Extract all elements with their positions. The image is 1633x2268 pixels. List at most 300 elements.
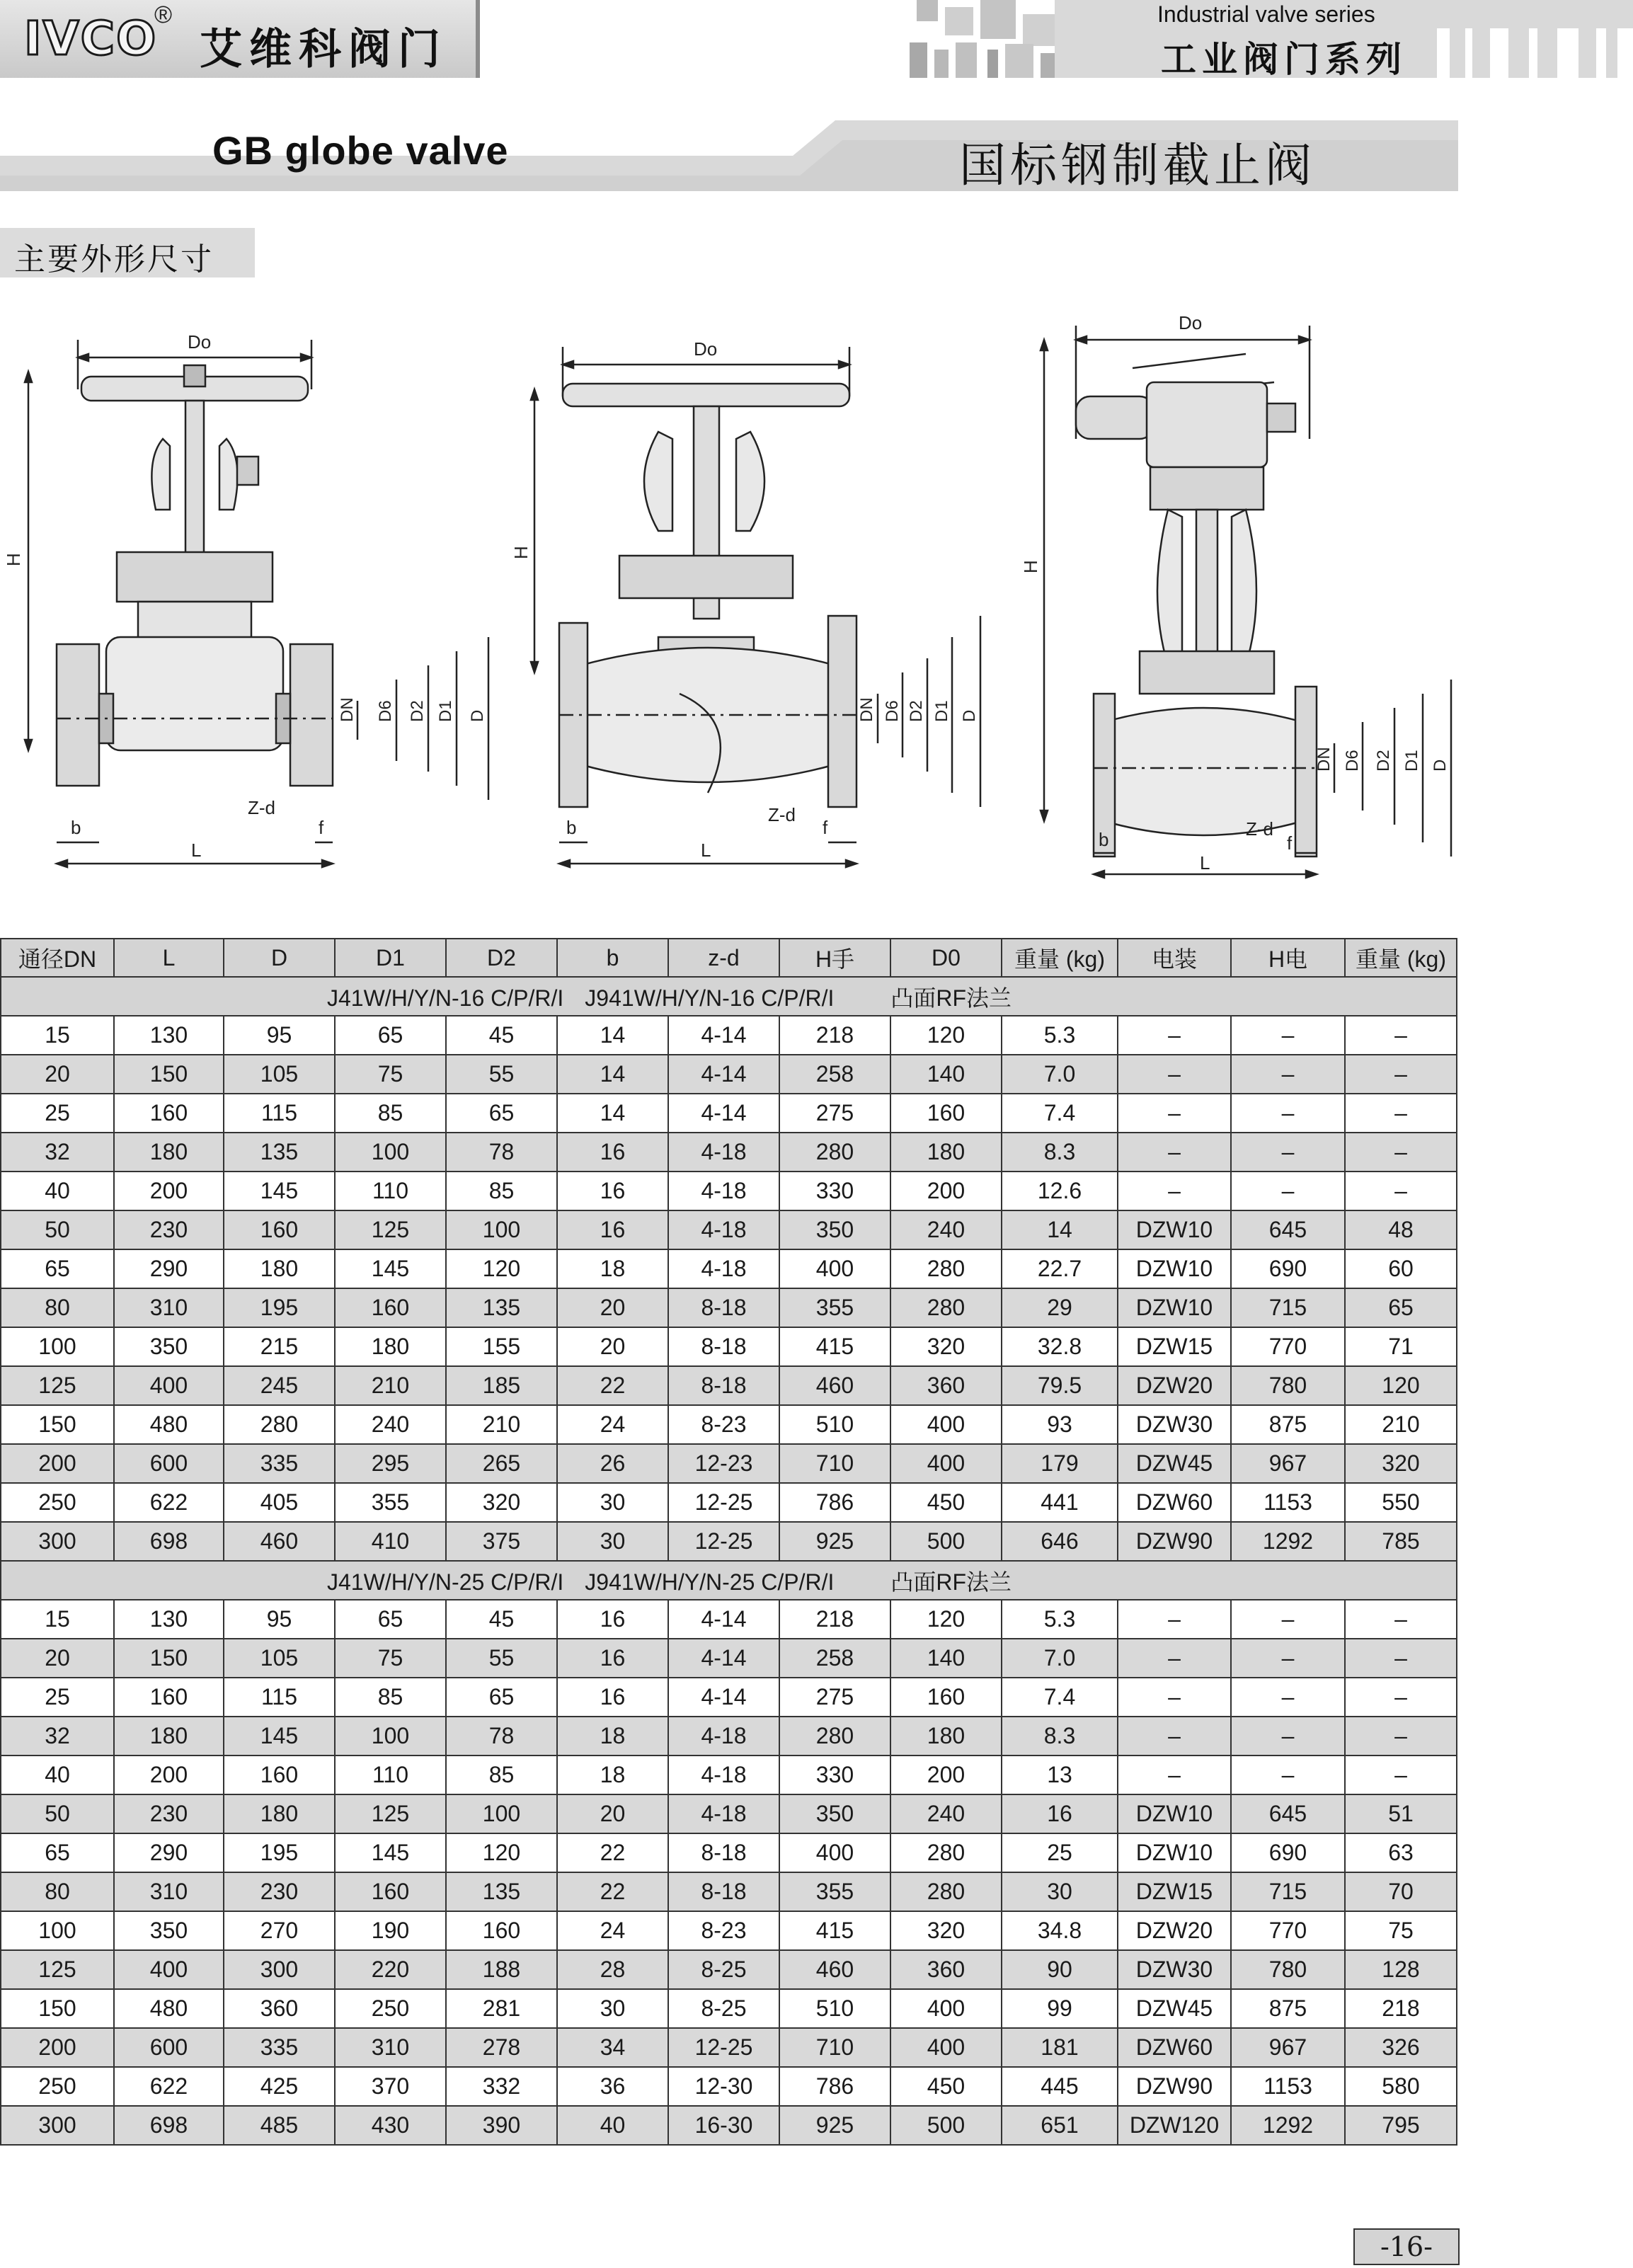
table-cell: 100: [335, 1717, 446, 1756]
table-cell: 7.4: [1002, 1678, 1118, 1717]
table-cell: 300: [1, 1522, 114, 1561]
table-cell: 32: [1, 1133, 114, 1172]
table-cell: 20: [1, 1639, 114, 1678]
table-cell: DZW10: [1118, 1210, 1231, 1249]
table-group-row: [1, 1561, 1457, 1600]
table-group-row: [1, 977, 1457, 1016]
table-cell: 160: [446, 1911, 557, 1950]
table-cell: 310: [114, 1872, 224, 1911]
table-cell: 8-23: [668, 1911, 779, 1950]
table-cell: 12.6: [1002, 1172, 1118, 1210]
d2-label-f: f: [823, 817, 828, 838]
table-cell: 1292: [1231, 2106, 1345, 2145]
table-cell: 181: [1002, 2028, 1118, 2067]
table-cell: 698: [114, 2106, 224, 2145]
table-cell: –: [1118, 1172, 1231, 1210]
table-cell: –: [1345, 1639, 1457, 1678]
table-cell: 65: [1, 1249, 114, 1288]
table-cell: 145: [224, 1172, 335, 1210]
table-row: [1, 1717, 1457, 1756]
table-cell: 600: [114, 2028, 224, 2067]
table-cell: 410: [335, 1522, 446, 1561]
table-cell: DZW10: [1118, 1288, 1231, 1327]
d2-label-b: b: [566, 817, 577, 838]
table-cell: 250: [1, 1483, 114, 1522]
table-cell: 145: [224, 1717, 335, 1756]
table-row: [1, 1639, 1457, 1678]
table-cell: –: [1345, 1678, 1457, 1717]
table-cell: 265: [446, 1444, 557, 1483]
table-cell: 210: [446, 1405, 557, 1444]
table-cell: 967: [1231, 2028, 1345, 2067]
table-cell: 100: [446, 1210, 557, 1249]
table-cell: 15: [1, 1016, 114, 1055]
table-cell: 120: [890, 1600, 1002, 1639]
table-cell: 115: [224, 1678, 335, 1717]
table-cell: 875: [1231, 1405, 1345, 1444]
table-cell: 75: [335, 1639, 446, 1678]
table-cell: 40: [1, 1756, 114, 1794]
table-cell: 510: [779, 1989, 890, 2028]
table-cell: 65: [446, 1678, 557, 1717]
table-cell: 8-18: [668, 1833, 779, 1872]
table-cell: 14: [557, 1016, 668, 1055]
table-cell: 320: [890, 1327, 1002, 1366]
table-cell: 218: [779, 1600, 890, 1639]
table-cell: 480: [114, 1989, 224, 2028]
table-cell: 875: [1231, 1989, 1345, 2028]
column-header: 重量 (kg): [1002, 939, 1118, 977]
section-label: 主要外形尺寸: [14, 242, 214, 277]
column-header: 电装: [1118, 939, 1231, 977]
table-cell: 710: [779, 2028, 890, 2067]
table-cell: 45: [446, 1016, 557, 1055]
table-cell: 4-14: [668, 1678, 779, 1717]
table-cell: 95: [224, 1016, 335, 1055]
table-cell: 400: [114, 1950, 224, 1989]
table-cell: 370: [335, 2067, 446, 2106]
table-cell: 335: [224, 2028, 335, 2067]
table-cell: 220: [335, 1950, 446, 1989]
table-cell: 415: [779, 1327, 890, 1366]
table-cell: –: [1118, 1055, 1231, 1094]
registered-mark: ®: [154, 1, 173, 28]
table-cell: 925: [779, 1522, 890, 1561]
table-cell: 460: [779, 1950, 890, 1989]
table-cell: 332: [446, 2067, 557, 2106]
table-cell: 240: [890, 1210, 1002, 1249]
table-cell: 4-14: [668, 1055, 779, 1094]
table-row: [1, 1989, 1457, 2028]
table-cell: 195: [224, 1288, 335, 1327]
column-header: b: [557, 939, 668, 977]
table-cell: 135: [446, 1872, 557, 1911]
table-cell: 120: [446, 1249, 557, 1288]
table-cell: 34: [557, 2028, 668, 2067]
table-cell: 375: [446, 1522, 557, 1561]
table-cell: 18: [557, 1756, 668, 1794]
table-cell: 430: [335, 2106, 446, 2145]
table-cell: DZW10: [1118, 1794, 1231, 1833]
table-cell: 258: [779, 1055, 890, 1094]
table-cell: –: [1231, 1639, 1345, 1678]
table-cell: 785: [1345, 1522, 1457, 1561]
table-cell: 8-25: [668, 1989, 779, 2028]
table-row: [1, 1872, 1457, 1911]
table-cell: 1153: [1231, 2067, 1345, 2106]
table-cell: 280: [890, 1872, 1002, 1911]
table-cell: 4-14: [668, 1094, 779, 1133]
column-header: D0: [890, 939, 1002, 977]
table-cell: 770: [1231, 1911, 1345, 1950]
dimension-table: [0, 938, 1457, 2146]
table-cell: 14: [557, 1094, 668, 1133]
table-cell: 18: [557, 1249, 668, 1288]
table-cell: 51: [1345, 1794, 1457, 1833]
table-cell: 400: [890, 2028, 1002, 2067]
table-cell: 78: [446, 1717, 557, 1756]
table-cell: 300: [1, 2106, 114, 2145]
table-cell: DZW45: [1118, 1444, 1231, 1483]
table-cell: –: [1118, 1717, 1231, 1756]
table-cell: –: [1118, 1094, 1231, 1133]
table-row: [1, 1794, 1457, 1833]
table-row: [1, 1405, 1457, 1444]
table-cell: 71: [1345, 1327, 1457, 1366]
table-cell: 200: [1, 2028, 114, 2067]
d3-label-b: b: [1099, 829, 1109, 850]
table-cell: 400: [890, 1444, 1002, 1483]
table-cell: 280: [224, 1405, 335, 1444]
table-cell: 460: [779, 1366, 890, 1405]
table-cell: 445: [1002, 2067, 1118, 2106]
d3-label-do: Do: [1179, 312, 1203, 333]
d3-label-f: f: [1287, 832, 1293, 854]
table-cell: 485: [224, 2106, 335, 2145]
table-cell: 8-18: [668, 1327, 779, 1366]
d3-label-d1: D1: [1402, 750, 1421, 772]
table-cell: 75: [1345, 1911, 1457, 1950]
table-cell: 215: [224, 1327, 335, 1366]
table-cell: 26: [557, 1444, 668, 1483]
d2-label-dn: DN: [857, 697, 876, 722]
table-cell: 210: [1345, 1405, 1457, 1444]
table-cell: 415: [779, 1911, 890, 1950]
column-header: H手: [779, 939, 890, 977]
table-cell: –: [1345, 1717, 1457, 1756]
table-cell: DZW120: [1118, 2106, 1231, 2145]
table-cell: 646: [1002, 1522, 1118, 1561]
table-row: [1, 1327, 1457, 1366]
table-cell: 78: [446, 1133, 557, 1172]
table-cell: 400: [890, 1989, 1002, 2028]
d1-label-dn: DN: [338, 697, 357, 722]
table-cell: 450: [890, 2067, 1002, 2106]
table-cell: 24: [557, 1405, 668, 1444]
product-title-en: GB globe valve: [212, 128, 509, 173]
table-cell: 28: [557, 1950, 668, 1989]
table-cell: 100: [1, 1911, 114, 1950]
table-cell: –: [1345, 1133, 1457, 1172]
table-cell: 1292: [1231, 1522, 1345, 1561]
table-cell: 40: [1, 1172, 114, 1210]
d2-label-h: H: [510, 546, 532, 559]
table-cell: 45: [446, 1600, 557, 1639]
table-cell: 715: [1231, 1288, 1345, 1327]
table-cell: 240: [335, 1405, 446, 1444]
table-cell: 120: [1345, 1366, 1457, 1405]
table-cell: 195: [224, 1833, 335, 1872]
table-cell: 355: [779, 1288, 890, 1327]
table-cell: 230: [114, 1794, 224, 1833]
table-cell: DZW20: [1118, 1366, 1231, 1405]
table-cell: 4-14: [668, 1016, 779, 1055]
table-cell: 250: [335, 1989, 446, 2028]
table-cell: 190: [335, 1911, 446, 1950]
table-cell: DZW30: [1118, 1405, 1231, 1444]
table-cell: 16: [1002, 1794, 1118, 1833]
d1-label-do: Do: [188, 331, 212, 353]
table-cell: 622: [114, 2067, 224, 2106]
table-cell: 90: [1002, 1950, 1118, 1989]
table-cell: –: [1118, 1756, 1231, 1794]
table-cell: 690: [1231, 1833, 1345, 1872]
d1-label-d6: D6: [376, 700, 395, 722]
table-cell: 180: [114, 1717, 224, 1756]
table-cell: 100: [1, 1327, 114, 1366]
table-cell: DZW60: [1118, 2028, 1231, 2067]
drawing-electric-globe-valve: [1020, 312, 1451, 878]
table-cell: –: [1231, 1717, 1345, 1756]
table-cell: 29: [1002, 1288, 1118, 1327]
table-row: [1, 1210, 1457, 1249]
table-cell: 65: [335, 1016, 446, 1055]
table-cell: 200: [890, 1756, 1002, 1794]
table-cell: 32: [1, 1717, 114, 1756]
table-row: [1, 1833, 1457, 1872]
table-cell: 275: [779, 1678, 890, 1717]
table-cell: 330: [779, 1756, 890, 1794]
table-cell: –: [1345, 1600, 1457, 1639]
table-cell: 645: [1231, 1210, 1345, 1249]
table-row: [1, 1444, 1457, 1483]
table-cell: 200: [114, 1172, 224, 1210]
valve-drawings: [0, 297, 1633, 892]
table-row: [1, 1483, 1457, 1522]
table-cell: 4-18: [668, 1249, 779, 1288]
table-cell: –: [1345, 1016, 1457, 1055]
d3-label-d6: D6: [1343, 750, 1362, 772]
table-cell: 690: [1231, 1249, 1345, 1288]
table-cell: –: [1118, 1016, 1231, 1055]
column-header: 重量 (kg): [1345, 939, 1457, 977]
table-cell: –: [1345, 1756, 1457, 1794]
table-row: [1, 1366, 1457, 1405]
table-cell: 350: [114, 1327, 224, 1366]
table-cell: 770: [1231, 1327, 1345, 1366]
table-cell: 4-14: [668, 1600, 779, 1639]
column-header: D2: [446, 939, 557, 977]
header-stripes: [1423, 0, 1633, 78]
column-header: D: [224, 939, 335, 977]
table-cell: 780: [1231, 1366, 1345, 1405]
group-label-cell: [1, 1561, 1457, 1600]
d2-label-d2: D2: [907, 700, 926, 722]
table-cell: 280: [890, 1288, 1002, 1327]
table-cell: 786: [779, 2067, 890, 2106]
table-cell: 258: [779, 1639, 890, 1678]
table-cell: –: [1231, 1094, 1345, 1133]
table-cell: 8-18: [668, 1366, 779, 1405]
table-cell: 500: [890, 1522, 1002, 1561]
table-cell: 180: [114, 1133, 224, 1172]
table-cell: 350: [779, 1210, 890, 1249]
table-cell: –: [1345, 1172, 1457, 1210]
table-cell: 160: [335, 1288, 446, 1327]
table-cell: 16: [557, 1133, 668, 1172]
table-cell: 16: [557, 1600, 668, 1639]
table-row: [1, 1911, 1457, 1950]
column-header: D1: [335, 939, 446, 977]
table-cell: 715: [1231, 1872, 1345, 1911]
table-cell: –: [1118, 1600, 1231, 1639]
table-cell: 580: [1345, 2067, 1457, 2106]
table-cell: 65: [1, 1833, 114, 1872]
table-cell: 8-18: [668, 1872, 779, 1911]
column-header: H电: [1231, 939, 1345, 977]
table-cell: 130: [114, 1016, 224, 1055]
table-cell: 500: [890, 2106, 1002, 2145]
table-cell: 179: [1002, 1444, 1118, 1483]
table-cell: 85: [446, 1172, 557, 1210]
table-cell: 34.8: [1002, 1911, 1118, 1950]
table-cell: 115: [224, 1094, 335, 1133]
table-cell: 65: [1345, 1288, 1457, 1327]
table-cell: 14: [557, 1055, 668, 1094]
table-cell: 85: [335, 1094, 446, 1133]
table-cell: 128: [1345, 1950, 1457, 1989]
table-cell: 22: [557, 1366, 668, 1405]
table-cell: 16: [557, 1639, 668, 1678]
header-pattern: [910, 0, 1058, 78]
table-cell: 480: [114, 1405, 224, 1444]
table-cell: 125: [335, 1794, 446, 1833]
product-title-cn: 国标钢制截止阀: [959, 138, 1316, 193]
table-cell: –: [1118, 1639, 1231, 1678]
table-cell: 180: [335, 1327, 446, 1366]
table-cell: DZW15: [1118, 1327, 1231, 1366]
table-cell: 16: [557, 1172, 668, 1210]
table-cell: 36: [557, 2067, 668, 2106]
table-cell: 160: [890, 1094, 1002, 1133]
table-cell: 12-25: [668, 1483, 779, 1522]
table-cell: 7.0: [1002, 1055, 1118, 1094]
table-cell: DZW20: [1118, 1911, 1231, 1950]
table-cell: 160: [890, 1678, 1002, 1717]
table-cell: 30: [557, 1989, 668, 2028]
table-cell: 85: [335, 1678, 446, 1717]
table-cell: DZW45: [1118, 1989, 1231, 2028]
table-cell: 70: [1345, 1872, 1457, 1911]
group-label-label-b: J941W/H/Y/N-25 C/P/R/I: [585, 1569, 835, 1595]
table-cell: 160: [114, 1094, 224, 1133]
table-cell: 210: [335, 1366, 446, 1405]
table-cell: 8.3: [1002, 1717, 1118, 1756]
table-cell: 100: [446, 1794, 557, 1833]
table-cell: 20: [557, 1327, 668, 1366]
table-cell: 290: [114, 1249, 224, 1288]
column-header: L: [114, 939, 224, 977]
table-cell: 125: [335, 1210, 446, 1249]
table-cell: 7.0: [1002, 1639, 1118, 1678]
table-cell: 65: [335, 1600, 446, 1639]
table-cell: 22.7: [1002, 1249, 1118, 1288]
table-cell: 1153: [1231, 1483, 1345, 1522]
table-cell: 63: [1345, 1833, 1457, 1872]
table-cell: 200: [890, 1172, 1002, 1210]
table-cell: 50: [1, 1794, 114, 1833]
group-label-label-c: 凸面RF法兰: [890, 1569, 1012, 1595]
table-cell: 25: [1, 1678, 114, 1717]
table-cell: 40: [557, 2106, 668, 2145]
table-cell: 160: [335, 1872, 446, 1911]
table-row: [1, 1016, 1457, 1055]
table-cell: 360: [224, 1989, 335, 2028]
table-cell: 425: [224, 2067, 335, 2106]
table-cell: 75: [335, 1055, 446, 1094]
table-cell: 218: [779, 1016, 890, 1055]
table-cell: 326: [1345, 2028, 1457, 2067]
table-cell: 218: [1345, 1989, 1457, 2028]
table-cell: 125: [1, 1950, 114, 1989]
table-cell: 400: [779, 1833, 890, 1872]
table-cell: 400: [890, 1405, 1002, 1444]
table-cell: 155: [446, 1327, 557, 1366]
table-row: [1, 2028, 1457, 2067]
group-label-cell: [1, 977, 1457, 1016]
table-row: [1, 1249, 1457, 1288]
table-cell: 8-25: [668, 1950, 779, 1989]
brand-logo: IVCO: [24, 11, 158, 66]
table-cell: DZW90: [1118, 2067, 1231, 2106]
table-cell: 8-18: [668, 1288, 779, 1327]
table-cell: 80: [1, 1872, 114, 1911]
table-cell: 4-18: [668, 1210, 779, 1249]
table-cell: 275: [779, 1094, 890, 1133]
table-cell: 150: [1, 1989, 114, 2028]
table-cell: 145: [335, 1249, 446, 1288]
table-cell: 110: [335, 1756, 446, 1794]
table-cell: DZW15: [1118, 1872, 1231, 1911]
table-cell: 32.8: [1002, 1327, 1118, 1366]
table-cell: 510: [779, 1405, 890, 1444]
table-cell: 180: [890, 1717, 1002, 1756]
table-cell: 245: [224, 1366, 335, 1405]
table-cell: 405: [224, 1483, 335, 1522]
d1-label-f: f: [319, 817, 324, 838]
table-cell: 320: [1345, 1444, 1457, 1483]
table-cell: 30: [557, 1483, 668, 1522]
table-cell: 185: [446, 1366, 557, 1405]
table-cell: 4-18: [668, 1172, 779, 1210]
table-cell: 230: [114, 1210, 224, 1249]
table-cell: 55: [446, 1639, 557, 1678]
table-cell: –: [1231, 1600, 1345, 1639]
table-cell: 160: [224, 1756, 335, 1794]
table-cell: –: [1118, 1133, 1231, 1172]
table-cell: 4-18: [668, 1756, 779, 1794]
d1-label-b: b: [71, 817, 81, 838]
